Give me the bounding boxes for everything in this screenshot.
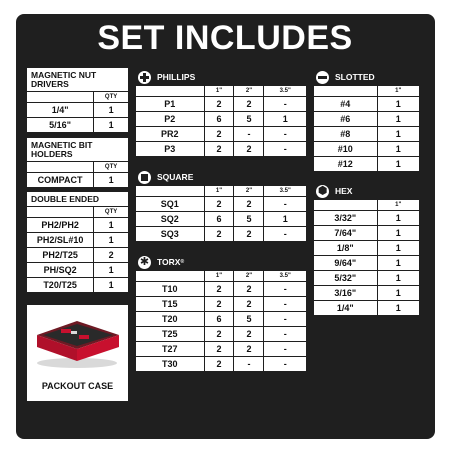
bit-size-cell: T30	[136, 357, 204, 372]
bit-qty-cell: 2	[204, 327, 234, 342]
item-size-cell: PH2/SL#10	[27, 233, 94, 248]
bit-qty-cell: -	[264, 282, 306, 297]
table-row	[314, 241, 419, 256]
table-row	[27, 218, 128, 233]
item-size-cell: T20/T25	[27, 278, 94, 293]
bit-qty-cell: 2	[234, 227, 264, 242]
table-row	[27, 278, 128, 293]
bit-qty-cell: -	[264, 342, 306, 357]
bit-size-cell: #10	[314, 142, 377, 157]
header-cell	[136, 186, 204, 197]
table-row	[136, 227, 306, 242]
table-row	[27, 103, 128, 118]
torx-table	[136, 271, 306, 371]
bit-size-cell: P1	[136, 97, 204, 112]
item-size-cell: 5/16"	[27, 118, 94, 133]
bit-qty-cell: 2	[204, 142, 234, 157]
table-row	[136, 142, 306, 157]
table-header-row	[27, 162, 128, 173]
bit-size-cell: T27	[136, 342, 204, 357]
bit-qty-cell: 2	[204, 357, 234, 372]
bit-size-cell: T25	[136, 327, 204, 342]
bit-qty-cell: 1	[377, 241, 419, 256]
length-header-cell: 1"	[204, 271, 234, 282]
table-header-row	[136, 186, 306, 197]
magnetic-nut-drivers-title: MAGNETIC NUT DRIVERS	[27, 68, 128, 92]
table-header-row	[136, 271, 306, 282]
bit-size-cell: #8	[314, 127, 377, 142]
table-row	[314, 127, 419, 142]
bit-qty-cell: -	[264, 97, 306, 112]
bit-size-cell: 9/64"	[314, 256, 377, 271]
table-row	[314, 301, 419, 316]
table-row	[136, 357, 306, 372]
bit-size-cell: T15	[136, 297, 204, 312]
bit-size-cell: T10	[136, 282, 204, 297]
bit-size-cell: PR2	[136, 127, 204, 142]
bit-qty-cell: 1	[377, 271, 419, 286]
item-qty-cell: 1	[108, 175, 114, 185]
bit-qty-cell: 1	[395, 159, 401, 169]
hex-panel	[314, 182, 419, 315]
packout-case-image	[27, 305, 128, 377]
bit-size-cell: 3/16"	[314, 286, 377, 301]
bit-qty-cell: 2	[204, 282, 234, 297]
bit-size-cell: 5/32"	[314, 271, 377, 286]
bit-qty-cell: 2	[234, 97, 264, 112]
header-cell	[136, 271, 204, 282]
hex-title: HEX	[335, 186, 353, 196]
slotted-table	[314, 86, 419, 171]
slotted-header	[314, 68, 419, 86]
table-row	[136, 112, 306, 127]
item-size-cell: PH/SQ2	[27, 263, 94, 278]
bit-size-cell: SQ3	[136, 227, 204, 242]
bit-qty-cell: 5	[234, 312, 264, 327]
bit-qty-cell: -	[264, 297, 306, 312]
item-qty-cell: 1	[94, 263, 128, 278]
bit-qty-cell: 2	[234, 342, 264, 357]
magnetic-bit-holders-panel	[27, 138, 128, 187]
bit-qty-cell: 5	[234, 112, 264, 127]
table-row	[27, 263, 128, 278]
square-header	[136, 168, 306, 186]
table-row	[27, 118, 128, 133]
table-row	[136, 312, 306, 327]
bit-size-cell: 3/32"	[314, 211, 377, 226]
bit-qty-cell: -	[283, 144, 287, 154]
length-header-cell: 3.5"	[264, 271, 306, 282]
table-row	[136, 127, 306, 142]
table-row	[314, 142, 419, 157]
square-title: SQUARE	[157, 172, 194, 182]
hex-header	[314, 182, 419, 200]
length-header-cell: 3.5"	[264, 186, 306, 197]
torx-panel	[136, 253, 306, 371]
bit-qty-cell: 2	[204, 297, 234, 312]
bit-qty-cell: 2	[234, 142, 264, 157]
table-row	[136, 327, 306, 342]
qty-header-cell: QTY	[94, 92, 128, 103]
qty-header-cell: QTY	[94, 162, 128, 173]
item-qty-cell: 2	[94, 248, 128, 263]
bit-size-cell: #12	[314, 157, 377, 172]
phillips-table	[136, 86, 306, 156]
table-row	[27, 173, 128, 188]
bit-qty-cell: 2	[204, 97, 234, 112]
slotted-icon	[316, 71, 329, 84]
slotted-title: SLOTTED	[335, 72, 375, 82]
bit-size-cell: P2	[136, 112, 204, 127]
table-header-row	[314, 86, 419, 97]
bit-qty-cell: 6	[204, 312, 234, 327]
torx-title: TORX	[157, 257, 181, 267]
bit-size-cell: SQ1	[136, 197, 204, 212]
item-qty-cell: 1	[108, 120, 114, 130]
header-cell	[27, 207, 94, 218]
slotted-panel	[314, 68, 419, 171]
length-header-cell: 2"	[234, 186, 264, 197]
bit-size-cell: P3	[136, 142, 204, 157]
bit-qty-cell: -	[264, 312, 306, 327]
length-header-cell: 1"	[377, 86, 419, 97]
header-cell	[27, 92, 94, 103]
phillips-panel	[136, 68, 306, 156]
packout-case-label: PACKOUT CASE	[41, 381, 114, 391]
table-row	[136, 342, 306, 357]
bit-size-cell: SQ2	[136, 212, 204, 227]
table-row	[314, 157, 419, 172]
table-row	[27, 248, 128, 263]
bit-qty-cell: 2	[204, 197, 234, 212]
table-header-row	[136, 86, 306, 97]
bit-qty-cell: 1	[377, 112, 419, 127]
bit-size-cell: #6	[314, 112, 377, 127]
bit-size-cell: #4	[314, 97, 377, 112]
table-row	[136, 282, 306, 297]
header-cell	[27, 162, 94, 173]
qty-header-cell: QTY	[94, 207, 128, 218]
header-cell	[314, 200, 377, 211]
bit-qty-cell: 1	[264, 212, 306, 227]
phillips-header	[136, 68, 306, 86]
magnetic-nut-drivers-table	[27, 92, 128, 132]
table-row	[136, 97, 306, 112]
double-ended-table	[27, 207, 128, 292]
header-cell	[314, 86, 377, 97]
torx-header	[136, 253, 306, 271]
bit-qty-cell: 2	[204, 127, 234, 142]
bit-qty-cell: 2	[234, 327, 264, 342]
table-header-row	[27, 207, 128, 218]
hex-icon	[316, 185, 329, 198]
bit-qty-cell: 2	[204, 227, 234, 242]
table-row	[136, 197, 306, 212]
length-header-cell: 1"	[204, 186, 234, 197]
table-row	[314, 97, 419, 112]
bit-qty-cell: 1	[395, 303, 401, 313]
length-header-cell: 1"	[204, 86, 234, 97]
bit-size-cell: T20	[136, 312, 204, 327]
bit-qty-cell: -	[234, 357, 264, 372]
length-header-cell: 3.5"	[264, 86, 306, 97]
item-size-cell: PH2/T25	[27, 248, 94, 263]
item-qty-cell: 1	[94, 233, 128, 248]
item-size-cell: COMPACT	[27, 173, 94, 188]
header-cell	[136, 86, 204, 97]
table-row	[314, 211, 419, 226]
bit-qty-cell: 1	[377, 97, 419, 112]
table-row	[314, 226, 419, 241]
bit-qty-cell: 1	[377, 127, 419, 142]
bit-qty-cell: 1	[377, 211, 419, 226]
bit-size-cell: 7/64"	[314, 226, 377, 241]
table-row	[136, 212, 306, 227]
item-size-cell: 1/4"	[27, 103, 94, 118]
phillips-title: PHILLIPS	[157, 72, 196, 82]
square-table	[136, 186, 306, 241]
bit-qty-cell: -	[283, 229, 287, 239]
table-row	[136, 297, 306, 312]
bit-qty-cell: -	[264, 127, 306, 142]
bit-qty-cell: 6	[204, 212, 234, 227]
bit-qty-cell: 6	[204, 112, 234, 127]
item-size-cell: PH2/PH2	[27, 218, 94, 233]
bit-qty-cell: -	[234, 127, 264, 142]
length-header-cell: 1"	[377, 200, 419, 211]
bit-qty-cell: -	[264, 327, 306, 342]
square-panel	[136, 168, 306, 241]
table-row	[27, 233, 128, 248]
torx-registered-mark: ®	[180, 259, 185, 265]
hex-table	[314, 200, 419, 315]
phillips-icon	[138, 71, 151, 84]
torx-icon	[138, 256, 151, 269]
table-row	[314, 112, 419, 127]
table-header-row	[314, 200, 419, 211]
length-header-cell: 2"	[234, 271, 264, 282]
item-qty-cell: 1	[94, 103, 128, 118]
packout-case-panel	[27, 305, 128, 401]
page-title: SET INCLUDES	[97, 19, 353, 57]
bit-qty-cell: 1	[377, 286, 419, 301]
table-header-row	[27, 92, 128, 103]
double-ended-panel	[27, 192, 128, 292]
bit-qty-cell: 2	[234, 197, 264, 212]
bit-qty-cell: 1	[264, 112, 306, 127]
item-qty-cell: 1	[94, 218, 128, 233]
bit-qty-cell: 2	[234, 282, 264, 297]
bit-qty-cell: 1	[377, 226, 419, 241]
bit-qty-cell: 1	[377, 256, 419, 271]
bit-qty-cell: 2	[204, 342, 234, 357]
bit-qty-cell: 1	[377, 142, 419, 157]
bit-qty-cell: -	[283, 359, 287, 369]
magnetic-nut-drivers-panel	[27, 68, 128, 132]
table-row	[314, 286, 419, 301]
item-qty-cell: 1	[108, 280, 114, 290]
bit-qty-cell: -	[264, 197, 306, 212]
bit-size-cell: 1/4"	[314, 301, 377, 316]
length-header-cell: 2"	[234, 86, 264, 97]
magnetic-bit-holders-table	[27, 162, 128, 187]
square-icon	[138, 171, 151, 184]
table-row	[314, 271, 419, 286]
bit-qty-cell: 2	[234, 297, 264, 312]
magnetic-bit-holders-title: MAGNETIC BIT HOLDERS	[27, 138, 128, 162]
bit-size-cell: 1/8"	[314, 241, 377, 256]
table-row	[314, 256, 419, 271]
bit-qty-cell: 5	[234, 212, 264, 227]
double-ended-title: DOUBLE ENDED	[27, 192, 128, 207]
